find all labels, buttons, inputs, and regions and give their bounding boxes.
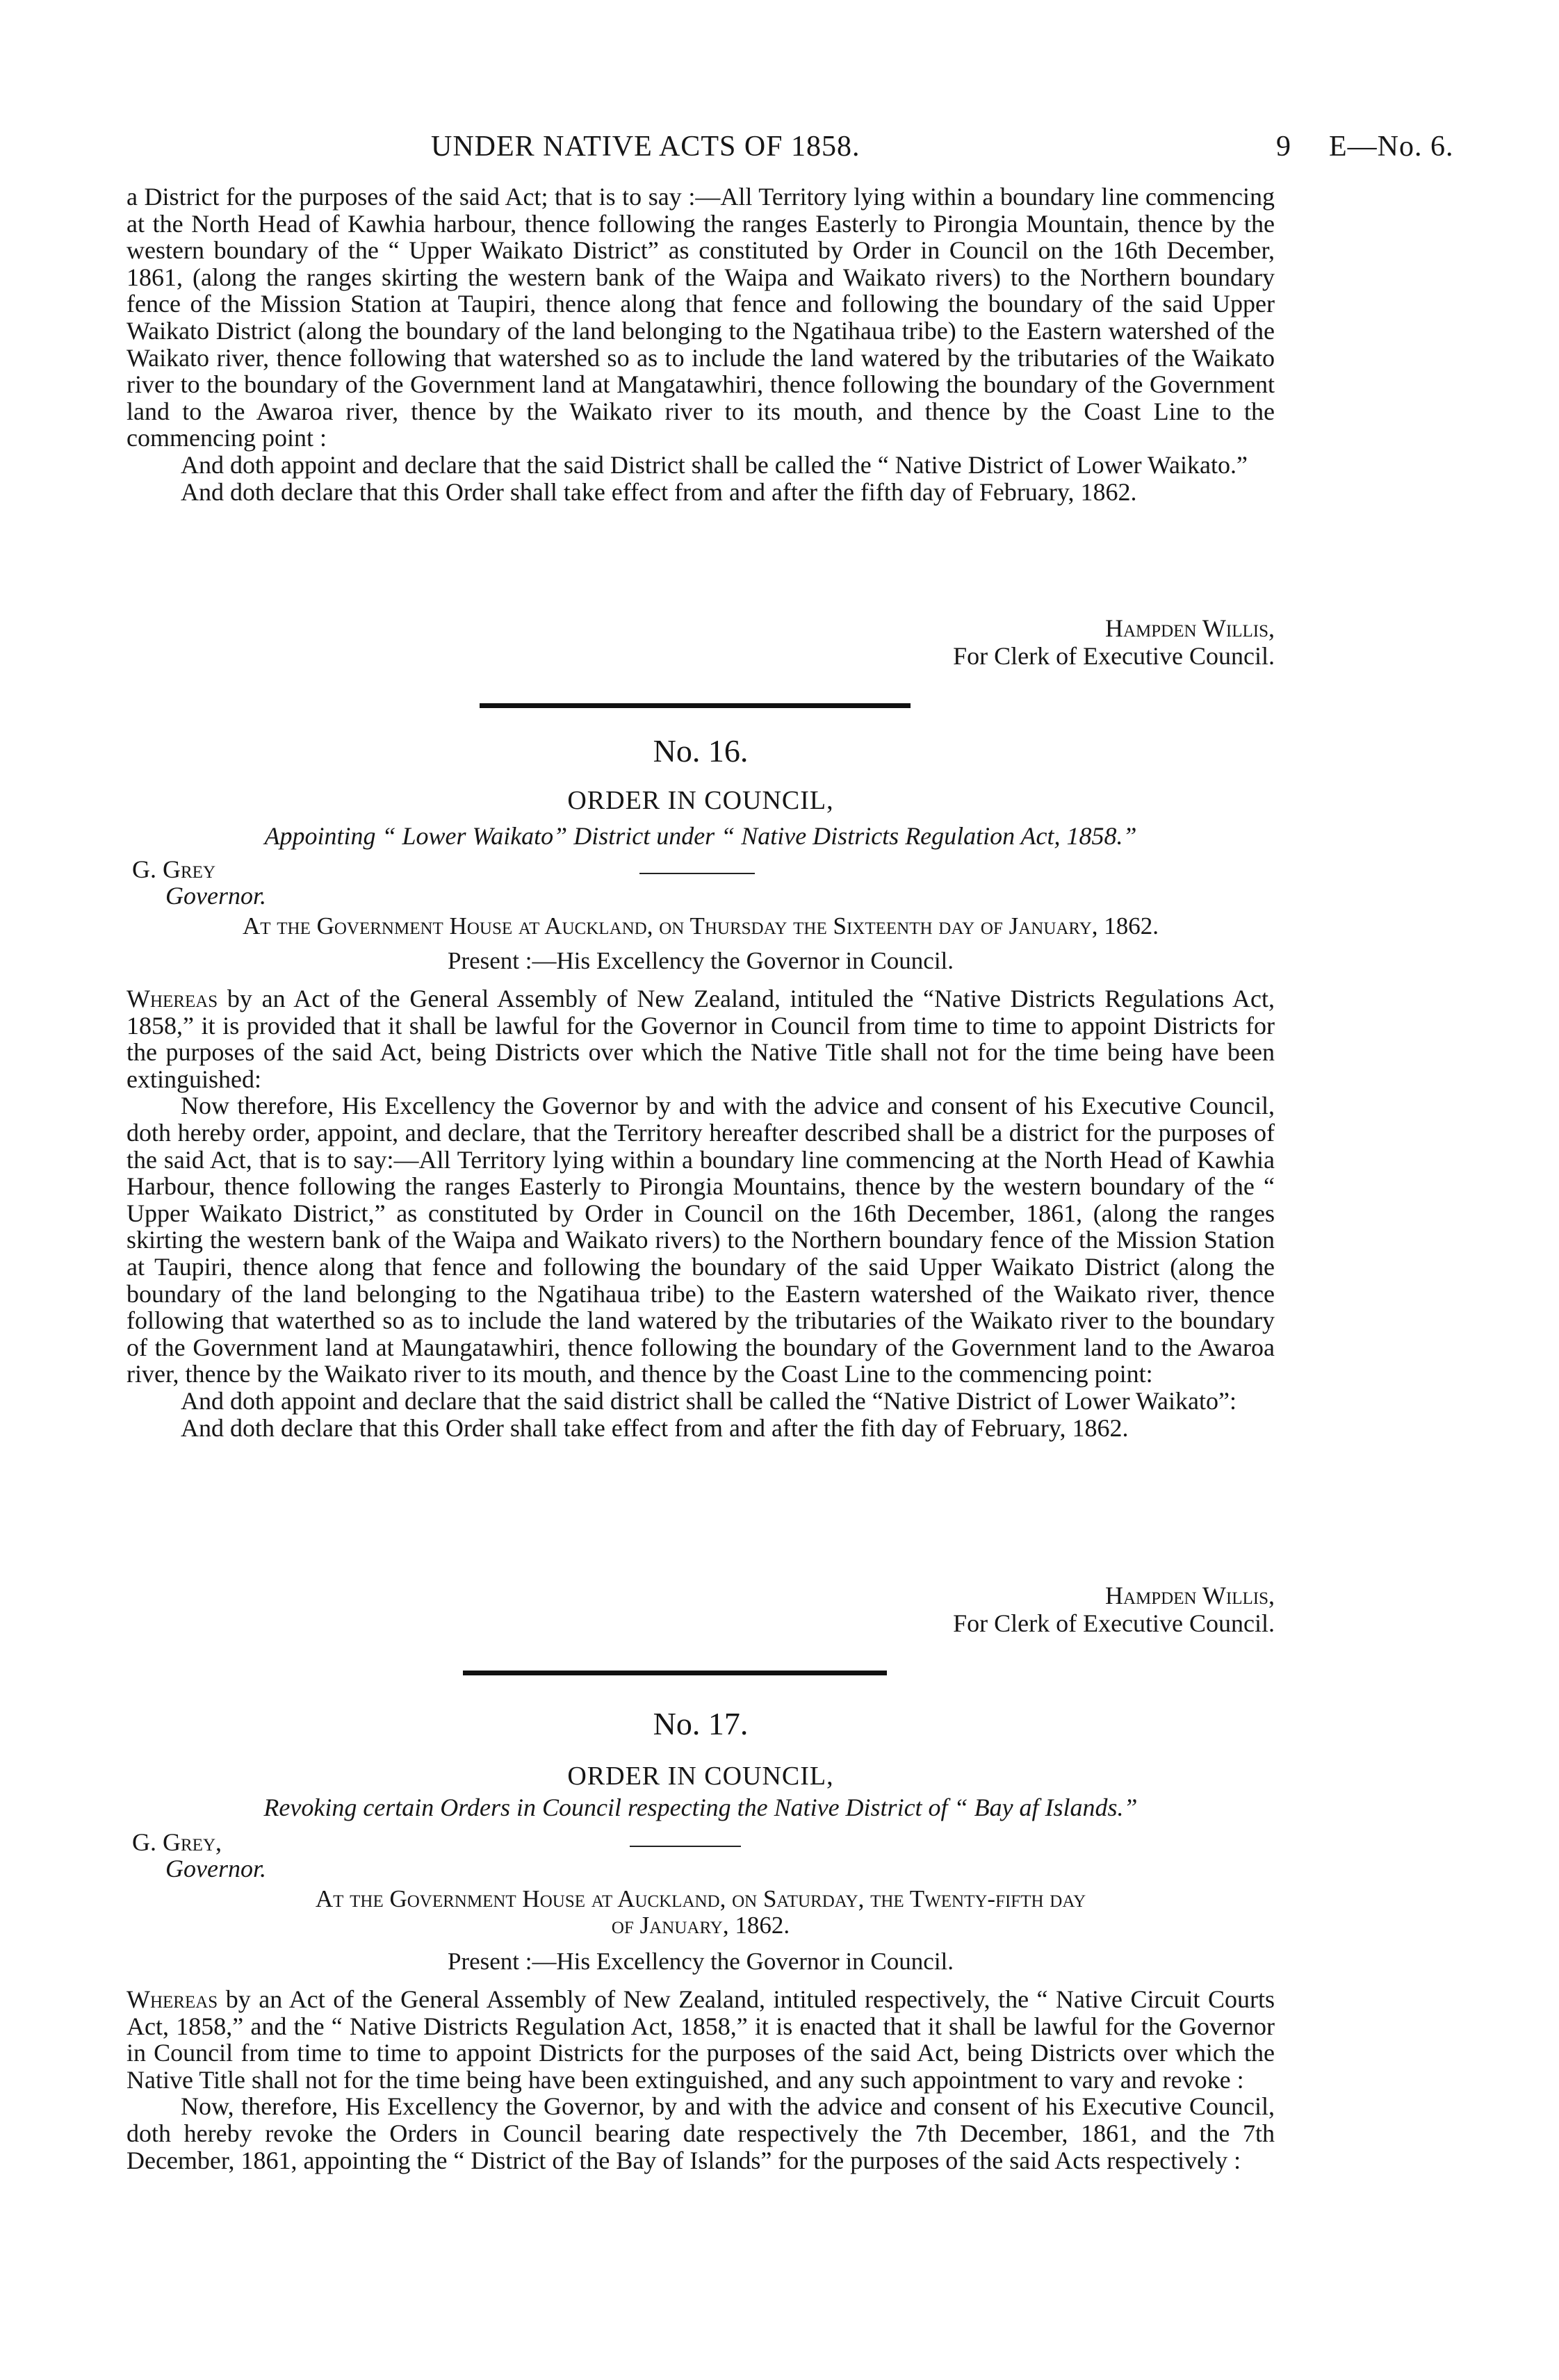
section-divider [463, 1671, 887, 1675]
signatory-name: Hampden Willis, [1105, 614, 1275, 642]
order15-naming-paragraph: And doth appoint and declare that the said District shall be called the “ Native District of Lower Waikato.” [181, 450, 1248, 479]
order16-body [126, 985, 1275, 1441]
order16-governor [132, 856, 266, 909]
order15-effect-paragraph: And doth declare that this Order shall take effect from and after the fifth day of February, 1862. [181, 477, 1137, 506]
order16-whereas-paragraph: Whereas by an Act of the General Assembly of New Zealand, intituled the “Native Districts Regulations Act, 1858,” it is provided that it shall be lawful for the Governor in Council from time to time to appoint Districts for the purposes of the said Act, being Districts over which the Native Title shall not for the time being have been extinguished: [126, 985, 1275, 1093]
order16-location: At the Government House at Auckland, on Thursday the Sixteenth day of January, 1862. [242, 912, 1159, 939]
order17-body [126, 1986, 1275, 2174]
signatory-title: For Clerk of Executive Council. [953, 642, 1275, 670]
short-rule [630, 1846, 741, 1847]
order15-signature [765, 614, 1275, 670]
governor-title: Governor. [165, 1855, 266, 1882]
section-divider [480, 703, 911, 708]
page-number: 9 [1276, 131, 1291, 163]
running-header-title: UNDER NATIVE ACTS OF 1858. [431, 131, 860, 163]
order17-location-line2: of January, 1862. [611, 1912, 790, 1939]
order16-present: Present :—His Excellency the Governor in Council. [447, 947, 954, 974]
order16-number: No. 16. [653, 733, 749, 769]
order16-subtitle: Appointing “ Lower Waikato” District under “ Native Districts Regulation Act, 1858.” [264, 822, 1137, 850]
governor-name: G. Grey, [132, 1828, 222, 1856]
whereas-lead: Whereas [126, 1985, 218, 2013]
order16-heading: ORDER IN COUNCIL, [567, 786, 834, 815]
order17-revocation-paragraph: Now, therefore, His Excellency the Governor, by and with the advice and consent of his Executive Council, doth hereby revoke the Orders in Council bearing date respectively the 7th December, 1861, and the 7th December, 1861, appointing the “ District of the Bay of Islands” for the purposes of the said Acts respectively : [126, 2092, 1275, 2174]
order17-present: Present :—His Excellency the Governor in Council. [447, 1948, 954, 1975]
order17-subtitle: Revoking certain Orders in Council respecting the Native District of “ Bay af Islands.” [263, 1794, 1138, 1821]
order15-boundary-paragraph: a District for the purposes of the said Act; that is to say :—All Territory lying within a boundary line commencing at the North Head of Kawhia harbour, thence following the ranges Easterly to Pirongia Mountain, thence by the western boundary of the “ Upper Waikato District” as constituted by Order in Council on the 16th December, 1861, (along the ranges skirting the western bank of the Waipa and Waikato rivers) to the Northern boundary fence of the Mission Station at Taupiri, thence along that fence and following the boundary of the said Upper Waikato District (along the boundary of the land belonging to the Ngatihaua tribe) to the Eastern watershed of the Waikato river, thence following that watershed so as to include the land watered by the tributaries of the Waikato river to the boundary of the Government land at Mangatawhiri, thence following the boundary of the Government land to the Awaroa river, thence by the Waikato river to its mouth, and thence by the Coast Line to the commencing point : [126, 183, 1275, 452]
governor-name: G. Grey [132, 855, 215, 883]
order16-boundary-paragraph: Now therefore, His Excellency the Governor by and with the advice and consent of his Executive Council, doth hereby order, appoint, and declare, that the Territory hereafter described shall be a district for the purposes of the said Act, that is to say:—All Territory lying within a boundary line commencing at the North Head of Kawhia Harbour, thence following the ranges Easterly to Pirongia Mountains, thence by the western boundary of the “ Upper Waikato District,” as constituted by Order in Council on the 16th December, 1861, (along the ranges skirting the western bank of the Waipa and Waikato rivers) to the Northern boundary fence of the Mission Station at Taupiri, thence along that fence and following the boundary of the said Upper Waikato District (along the boundary of the land belonging to the Ngatihaua tribe) to the Eastern watershed of the Waikato river, thence following that waterthed so as to include the land watered by the tributaries of the Waikato river to the boundary of the Government land at Maungatawhiri, thence following the boundary of the Government land to the Awaroa river, thence by the Waikato river to its mouth, and thence by the Coast Line to the commencing point: [126, 1092, 1275, 1388]
order17-location-line1: At the Government House at Auckland, on Saturday, the Twenty-fifth day [315, 1885, 1086, 1912]
order16-signature [765, 1582, 1275, 1637]
short-rule [639, 873, 755, 874]
order17-whereas-paragraph: Whereas by an Act of the General Assembly of New Zealand, intituled respectively, the “ Native Circuit Courts Act, 1858,” and the “ Native Districts Regulation Act, 1858,” it is enacted that it shall be lawful for the Governor in Council from time to time to appoint Districts for the purposes of the said Act, being Districts over which the Native Title shall not for the time being have been extinguished, and any such appointment to vary and revoke : [126, 1985, 1275, 2094]
whereas-lead: Whereas [126, 985, 218, 1012]
governor-title: Governor. [165, 882, 266, 910]
signatory-title: For Clerk of Executive Council. [953, 1609, 1275, 1637]
document-reference: E—No. 6. [1329, 131, 1454, 163]
order16-effect-paragraph: And doth declare that this Order shall take effect from and after the fith day of February, 1862. [181, 1413, 1129, 1442]
order17-governor [132, 1829, 266, 1882]
order16-naming-paragraph: And doth appoint and declare that the said district shall be called the “Native District of Lower Waikato”: [181, 1386, 1236, 1415]
order15-body [126, 183, 1275, 505]
signatory-name: Hampden Willis, [1105, 1582, 1275, 1609]
order17-heading: ORDER IN COUNCIL, [567, 1762, 834, 1791]
order17-number: No. 17. [653, 1706, 749, 1741]
